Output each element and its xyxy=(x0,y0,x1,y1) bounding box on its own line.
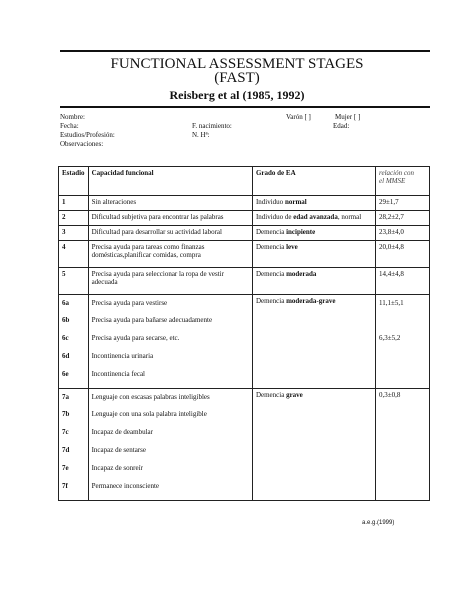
field-observaciones: Observaciones: xyxy=(60,140,104,148)
grado-cell xyxy=(252,211,375,226)
table-row xyxy=(59,211,430,226)
grado-bold-text: edad avanzada xyxy=(293,213,338,221)
grado-text: Individuo de xyxy=(255,213,294,221)
grado-cell xyxy=(252,295,375,389)
header-capacidad: Capacidad funcional xyxy=(88,167,252,196)
stage-7d: 7d xyxy=(62,446,70,454)
capacidad-6b: Precisa ayuda para bañarse adecuadamente xyxy=(91,316,213,324)
grado-cell xyxy=(252,196,375,211)
header-relacion-line1: relación con xyxy=(379,169,414,177)
field-edad: Edad: xyxy=(333,122,350,130)
mmse-6b-empty xyxy=(379,314,426,332)
mmse-cell-group xyxy=(376,295,430,389)
capacidad-6e: Incontinencia fecal xyxy=(91,370,146,378)
table-row xyxy=(59,196,430,211)
stage-6a: 6a xyxy=(62,299,69,307)
header-estadio: Estadio xyxy=(59,167,89,196)
stage-cell: 1 xyxy=(59,196,89,211)
field-nombre: Nombre: xyxy=(60,113,85,121)
table-row-group-6 xyxy=(59,295,430,389)
capacidad-cell-group xyxy=(88,295,252,389)
stage-cell-group xyxy=(59,389,89,501)
mmse-cell: 28,2±2,7 xyxy=(376,211,430,226)
mmse-cell: 23,8±4,0 xyxy=(376,226,430,241)
capacidad-7b: Lenguaje con una sola palabra inteligible xyxy=(91,410,207,418)
mmse-cell: 0,3±0,8 xyxy=(376,389,430,501)
table-header-row xyxy=(59,167,430,196)
mmse-cell: 14,4±4,8 xyxy=(376,268,430,295)
stage-7f: 7f xyxy=(62,482,68,490)
stage-cell: 3 xyxy=(59,226,89,241)
grado-text: Individuo xyxy=(255,198,285,206)
grado-text: Demencia xyxy=(255,391,287,399)
capacidad-6c: Precisa ayuda para secarse, etc. xyxy=(91,334,180,342)
top-rule xyxy=(60,50,430,52)
stage-cell: 2 xyxy=(59,211,89,226)
fast-table xyxy=(58,166,430,501)
grado-cell xyxy=(252,389,375,501)
capacidad-7e: Incapaz de sonreír xyxy=(91,464,143,472)
stage-7e: 7e xyxy=(62,464,69,472)
table-row-group-7 xyxy=(59,389,430,501)
grado-text: Demencia xyxy=(255,297,287,305)
capacidad-6d: Incontinencia urinaria xyxy=(91,352,154,360)
capacidad-7f: Permanece inconsciente xyxy=(91,482,160,490)
mmse-cell: 29±1,7 xyxy=(376,196,430,211)
grado-cell xyxy=(252,241,375,268)
capacidad-6a: Precisa ayuda para vestirse xyxy=(91,299,168,307)
field-f-nacimiento: F. nacimiento: xyxy=(192,122,232,130)
capacidad-cell: Dificultad subjetiva para encontrar las palabras xyxy=(88,211,252,226)
stage-cell: 5 xyxy=(59,268,89,295)
mmse-6a: 11,1±5,1 xyxy=(379,299,404,307)
grado-bold-text: moderada-grave xyxy=(286,297,336,305)
mmse-cell: 20,0±4,8 xyxy=(376,241,430,268)
grado-bold-text: normal xyxy=(284,198,307,206)
grado-text: Demencia xyxy=(255,228,287,236)
field-estudios: Estudios/Profesión: xyxy=(60,131,115,139)
field-fecha: Fecha: xyxy=(60,122,79,130)
grado-bold-text: grave xyxy=(286,391,303,399)
stage-7c: 7c xyxy=(62,428,69,436)
stage-cell: 4 xyxy=(59,241,89,268)
grado-cell xyxy=(252,226,375,241)
grado-bold-text: incipiente xyxy=(286,228,316,236)
subtitle: Reisberg et al (1985, 1992) xyxy=(169,88,305,102)
grado-bold-text: moderada xyxy=(286,270,317,278)
capacidad-7a: Lenguaje con escasas palabras inteligibles xyxy=(91,393,210,401)
capacidad-cell-group xyxy=(88,389,252,501)
stage-7b: 7b xyxy=(62,410,70,418)
stage-cell-group xyxy=(59,295,89,389)
title-line-1: FUNCTIONAL ASSESSMENT STAGES xyxy=(110,56,364,72)
footer-credit: a.e.g.(1999) xyxy=(362,520,395,526)
table-row xyxy=(59,241,430,268)
stage-7a: 7a xyxy=(62,393,69,401)
capacidad-cell: Dificultad para desarrollar su actividad laboral xyxy=(88,226,252,241)
grado-bold-text: leve xyxy=(286,243,298,251)
mmse-6c: 6,3±5,2 xyxy=(379,334,401,342)
grado-text: Demencia xyxy=(255,243,287,251)
header-relacion-line2: el MMSE xyxy=(379,177,406,185)
header-relacion xyxy=(376,167,430,196)
field-n-historia: N. Hª: xyxy=(192,131,210,139)
stage-6d: 6d xyxy=(62,352,70,360)
capacidad-cell: Precisa ayuda para seleccionar la ropa de vestir adecuada xyxy=(88,268,252,295)
header-rule xyxy=(60,106,430,108)
header-grado: Grado de EA xyxy=(252,167,375,196)
title-line-2: (FAST) xyxy=(214,70,260,86)
stage-6b: 6b xyxy=(62,316,70,324)
grado-cell xyxy=(252,268,375,295)
grado-text: Demencia xyxy=(255,270,287,278)
field-varon: Varón [ ] xyxy=(286,113,311,121)
capacidad-cell: Precisa ayuda para tareas como finanzas domésticas,planificar comidas, compra xyxy=(88,241,252,268)
capacidad-7d: Incapaz de sentarse xyxy=(91,446,146,454)
table-row xyxy=(59,226,430,241)
field-mujer: Mujer [ ] xyxy=(335,113,361,121)
capacidad-cell: Sin alteraciones xyxy=(88,196,252,211)
stage-6e: 6e xyxy=(62,370,69,378)
capacidad-7c: Incapaz de deambular xyxy=(91,428,153,436)
grado-suffix: , normal xyxy=(337,213,362,221)
table-row xyxy=(59,268,430,295)
stage-6c: 6c xyxy=(62,334,69,342)
